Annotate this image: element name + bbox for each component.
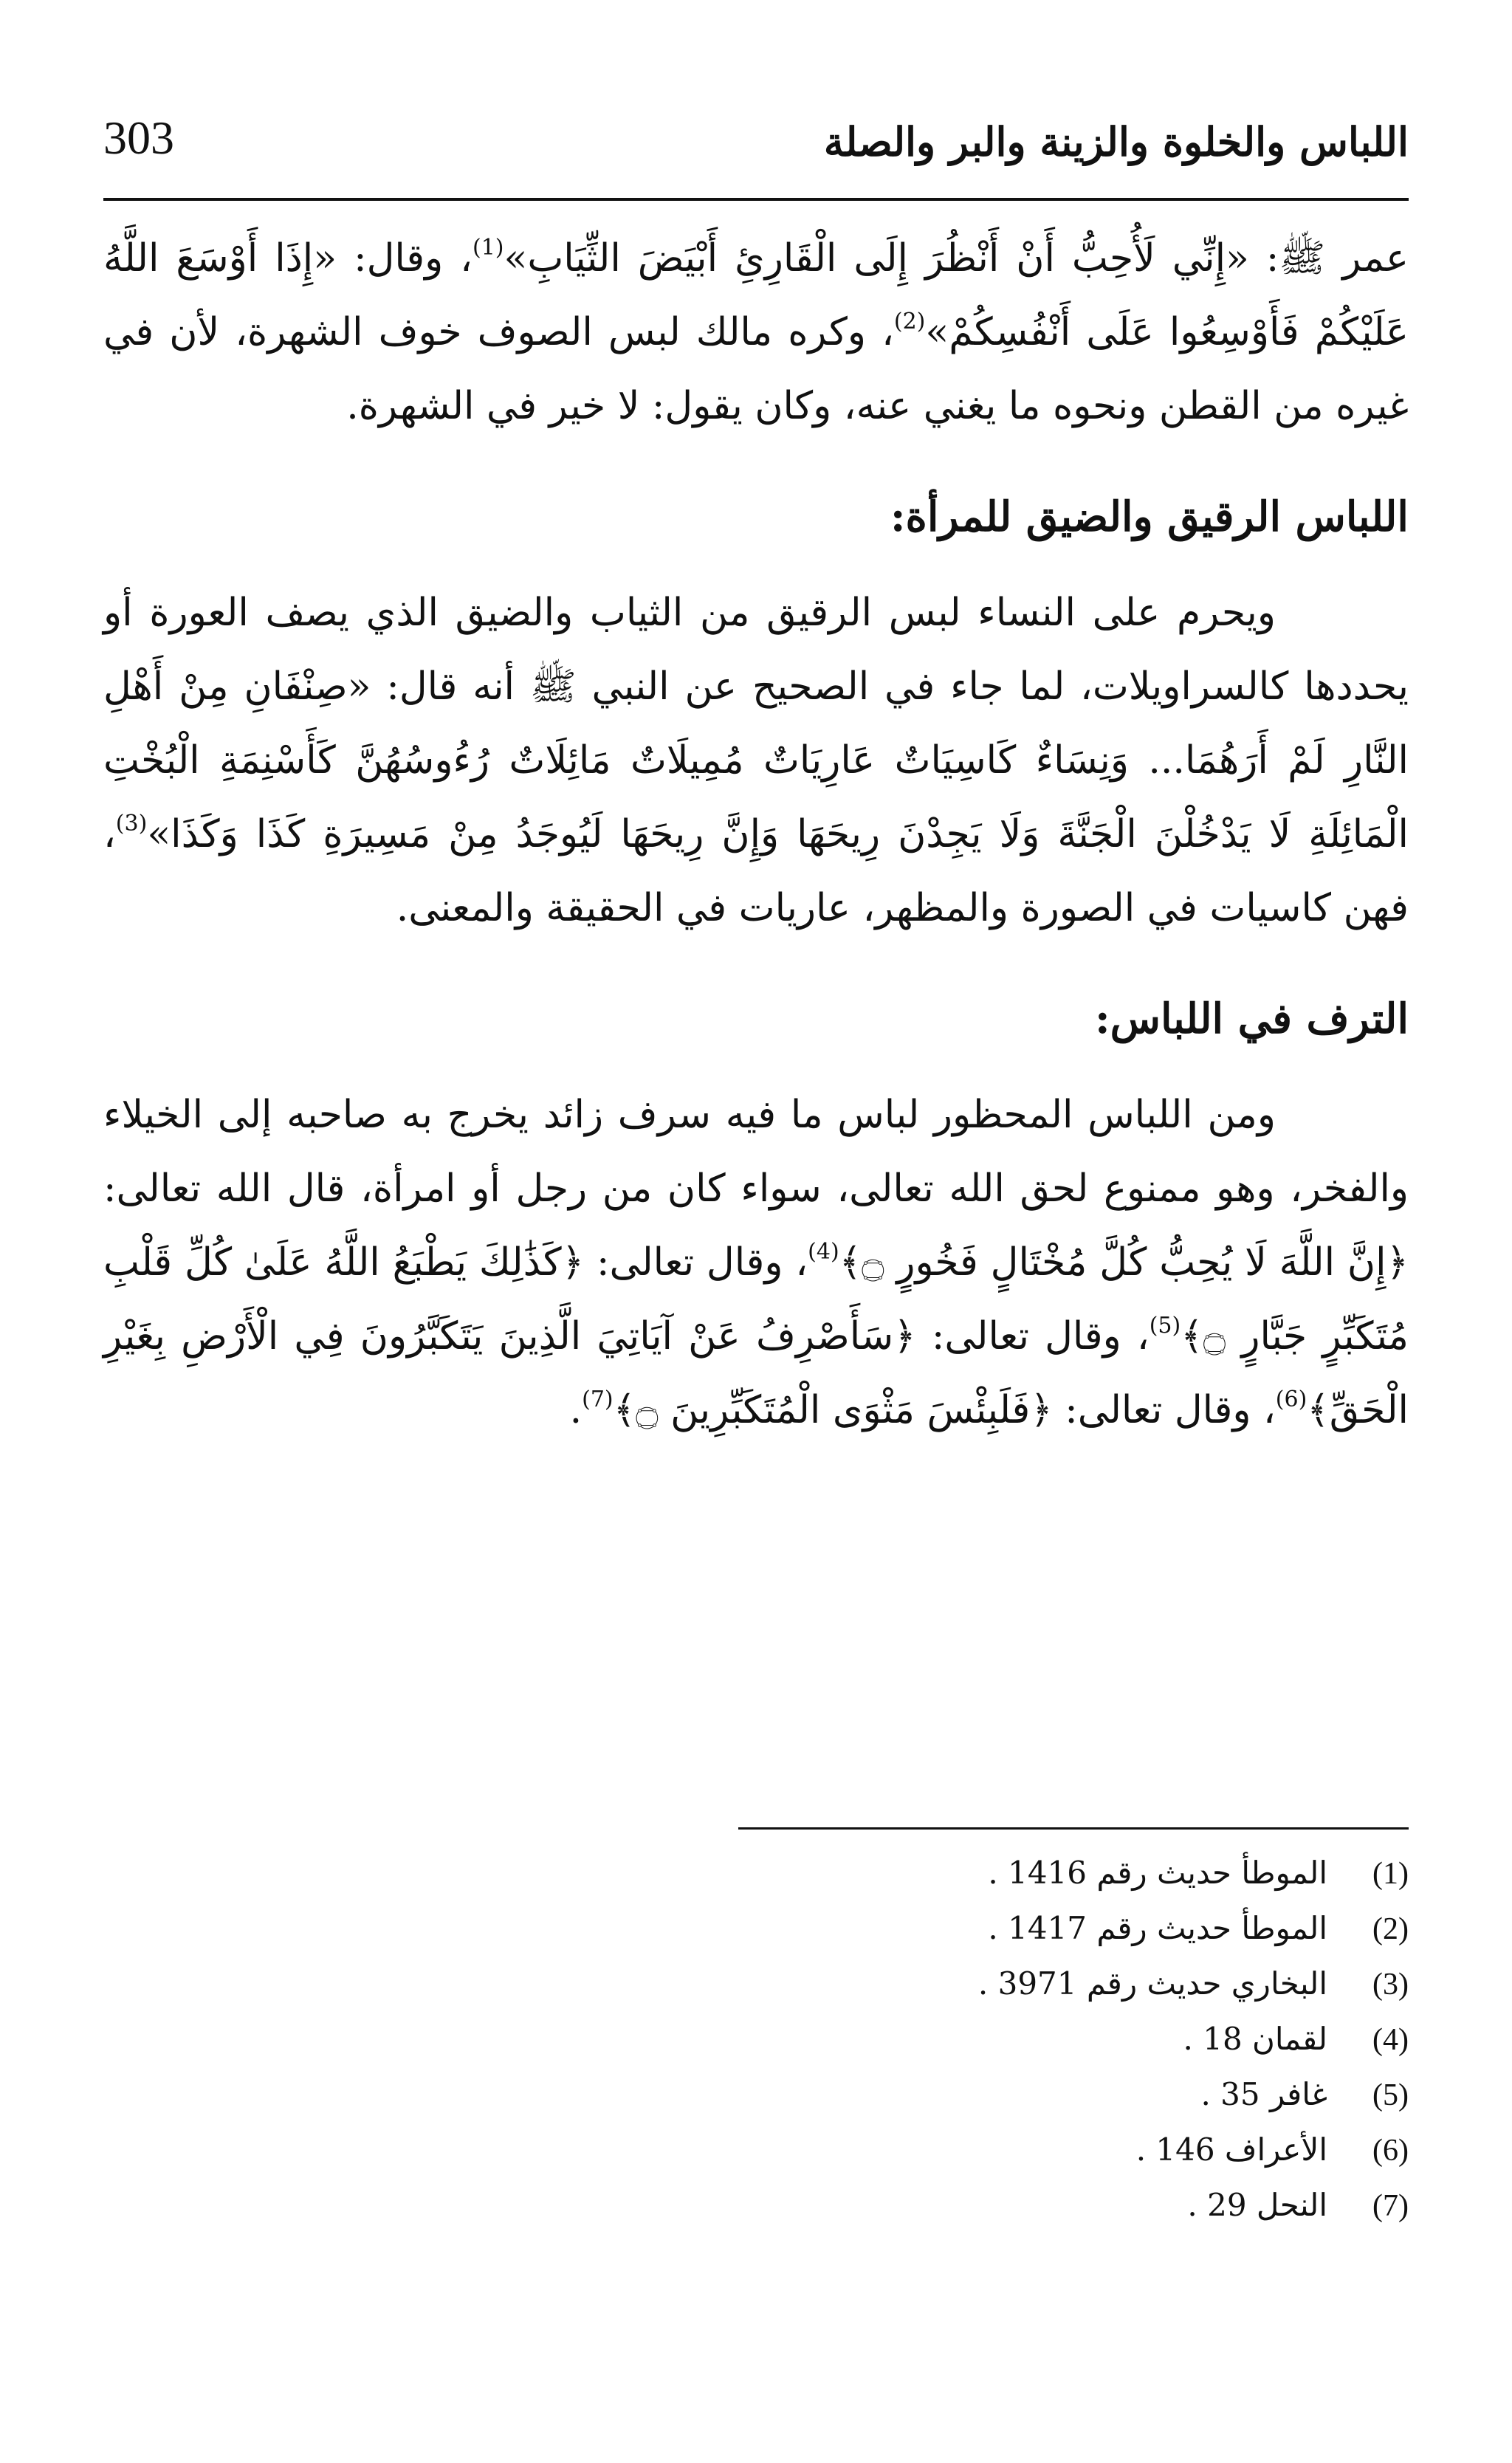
footnote-item (670, 1957, 1409, 2012)
footnote-text: لقمان 18 . (1183, 2021, 1327, 2057)
paragraph-text: ومن اللباس المحظور لباس ما فيه سرف زائد يخرج به صاحبه إلى الخيلاء والفخر، وهو ممنوع لحق الله تعالى، سواء كان من رجل أو امرأة، قال الله تعالى: ﴿إِنَّ اللَّهَ لَا يُحِبُّ كُلَّ مُخْتَالٍ فَخُورٍ ۝﴾ (103, 1093, 1409, 1285)
footnote-ref[interactable]: (5) (1149, 1313, 1181, 1339)
footnote-item (670, 2012, 1409, 2067)
footnote-text: الموطأ حديث رقم 1417 . (988, 1910, 1327, 1946)
paragraph-text: ، وقال: «إِذَا أَوْسَعَ اللَّهُ عَلَيْكُمْ فَأَوْسِعُوا عَلَى أَنْفُسِكُمْ» (103, 236, 1409, 354)
section-heading (103, 982, 1409, 1056)
footnote-number: (5) (1372, 2078, 1409, 2112)
footnote-ref[interactable]: (6) (1275, 1387, 1307, 1412)
footnote-number: (2) (1372, 1912, 1409, 1946)
paragraph-text: ، وكره مالك لبس الصوف خوف الشهرة، لأن في غيره من القطن ونحوه ما يغني عنه، وكان يقول: لا خير في الشهرة. (103, 310, 1409, 428)
footnote-ref[interactable]: (3) (115, 811, 148, 837)
header-rule (103, 198, 1409, 201)
footnote-text: غافر 35 . (1200, 2076, 1327, 2112)
paragraph-text: ، وقال تعالى: ﴿فَلَبِئْسَ مَثْوَى الْمُتَكَبِّرِينَ ۝﴾ (613, 1388, 1276, 1432)
footnote-text: الأعراف 146 . (1135, 2131, 1327, 2168)
footnote-text: الموطأ حديث رقم 1416 . (988, 1855, 1327, 1891)
footnote-text: النحل 29 . (1187, 2187, 1327, 2223)
paragraph-text: ، وقال تعالى: ﴿كَذَٰلِكَ يَطْبَعُ اللَّهُ عَلَىٰ كُلِّ قَلْبِ مُتَكَبِّرٍ جَبَّارٍ ۝﴾ (103, 1240, 1409, 1358)
footnote-item (670, 2067, 1409, 2123)
paragraph-text: عمر ﷺ: «إِنِّي لَأُحِبُّ أَنْ أَنْظُرَ إِلَى الْقَارِئِ أَبْيَضَ الثِّيَابِ» (504, 236, 1409, 281)
heading-text: الترف في اللباس: (1094, 995, 1409, 1043)
page-header (103, 111, 1409, 192)
page-number: 303 (103, 111, 174, 164)
footnote-ref[interactable]: (1) (472, 235, 504, 261)
footnote-ref[interactable]: (2) (893, 309, 926, 334)
footnote-item (670, 1901, 1409, 1957)
running-title: اللباس والخلوة والزينة والبر والصلة (823, 118, 1409, 165)
section-heading (103, 480, 1409, 554)
footnotes (670, 1846, 1409, 2233)
footnote-number: (6) (1372, 2134, 1409, 2168)
heading-text: اللباس الرقيق والضيق للمرأة: (890, 492, 1409, 541)
paragraph (103, 1078, 1409, 1447)
footnote-number: (7) (1372, 2189, 1409, 2223)
footnote-item (670, 2178, 1409, 2233)
paragraph-text: ، فهن كاسيات في الصورة والمظهر، عاريات في الحقيقة والمعنى. (103, 812, 1409, 930)
footnote-text: البخاري حديث رقم 3971 . (977, 1965, 1327, 2002)
paragraph-text: ، وقال تعالى: ﴿سَأَصْرِفُ عَنْ آيَاتِيَ الَّذِينَ يَتَكَبَّرُونَ فِي الْأَرْضِ بِغَيْرِ الْحَقِّ﴾ (103, 1314, 1409, 1432)
footnote-number: (1) (1372, 1857, 1409, 1891)
footnote-item (670, 1846, 1409, 1901)
footnote-number: (3) (1372, 1968, 1409, 2002)
footnote-ref[interactable]: (7) (582, 1387, 614, 1412)
footnote-rule (738, 1827, 1409, 1830)
paragraph-text: . (569, 1388, 583, 1432)
footnote-item (670, 2123, 1409, 2178)
paragraph (103, 576, 1409, 945)
footnote-ref[interactable]: (4) (808, 1239, 839, 1265)
main-text (103, 221, 1409, 1447)
footnote-number: (4) (1372, 2023, 1409, 2057)
paragraph-text: ويحرم على النساء لبس الرقيق من الثياب والضيق الذي يصف العورة أو يحددها كالسراويلات، لما جاء في الصحيح عن النبي ﷺ أنه قال: «صِنْفَانِ مِنْ أَهْلِ النَّارِ لَمْ أَرَهُمَا... وَنِسَاءٌ كَاسِيَاتٌ عَارِيَاتٌ مُمِيلَاتٌ مَائِلَاتٌ رُءُوسُهُنَّ كَأَسْنِمَةِ الْبُخْتِ الْمَائِلَةِ لَا يَدْخُلْنَ الْجَنَّةَ وَلَا يَجِدْنَ رِيحَهَا وَإِنَّ رِيحَهَا لَيُوجَدُ مِنْ مَسِيرَةِ كَذَا وَكَذَا» (103, 591, 1409, 856)
paragraph (103, 221, 1409, 443)
